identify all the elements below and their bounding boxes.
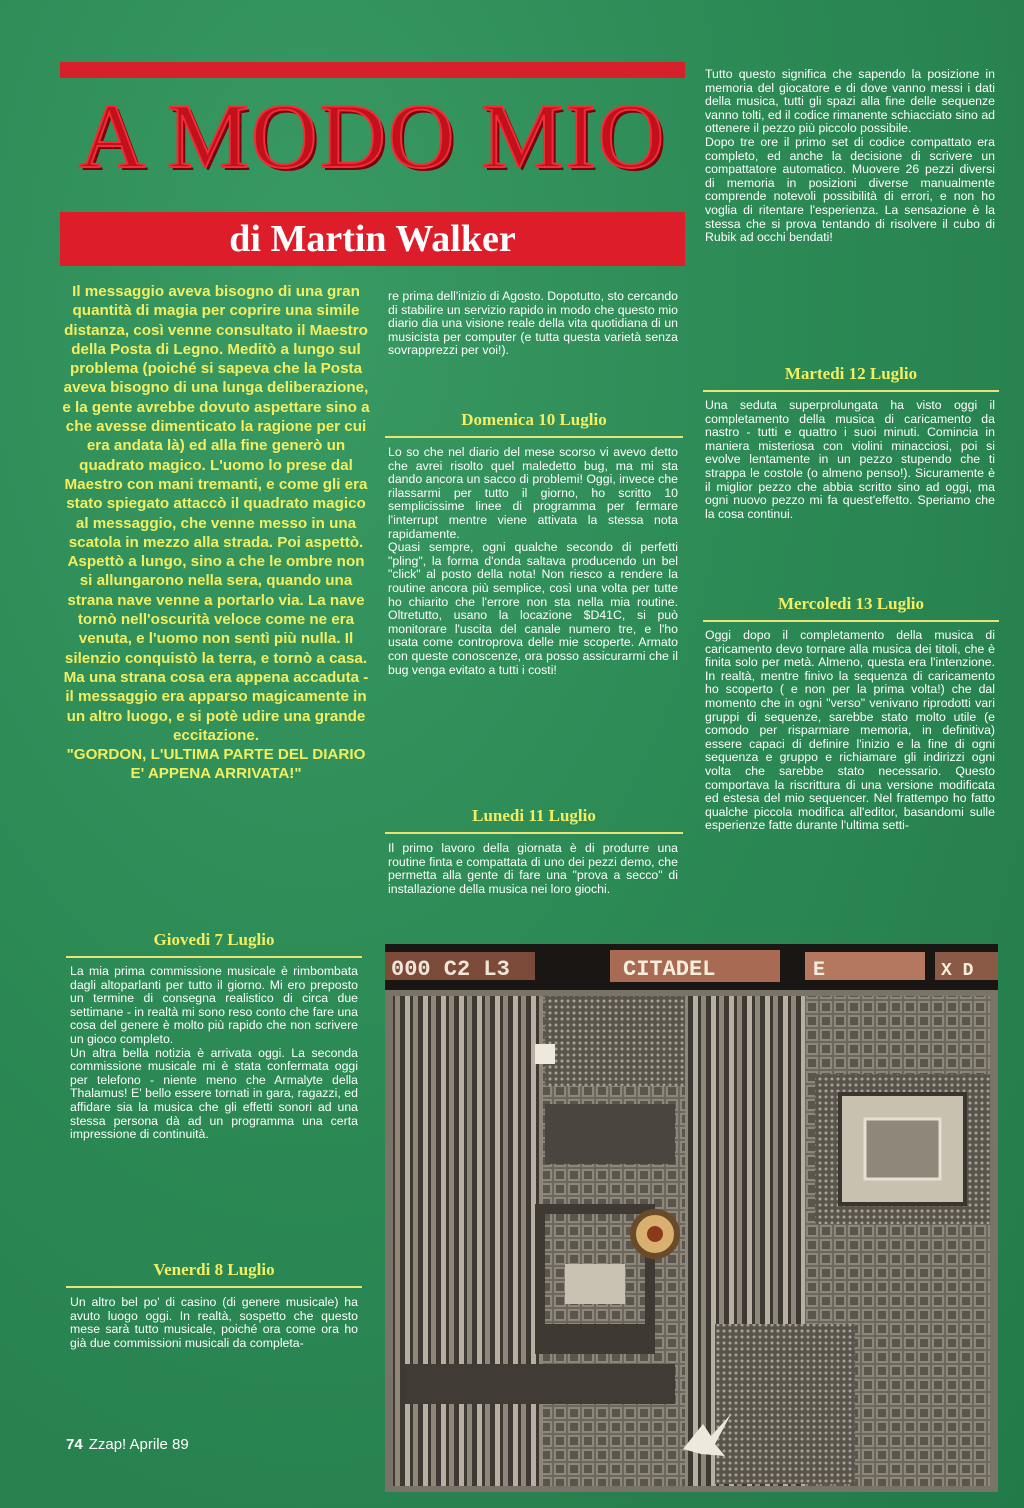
- heading-venerdi: Venerdi 8 Luglio: [153, 1260, 275, 1279]
- rule-domenica: [385, 436, 683, 438]
- giovedi-paragraph-1: La mia prima commissione musicale è rimbombata dagli altoparlanti per tutto il giorno. Mi ero preposto un termine di consegna realistico di circa due settimane - in realtà mi sono reso conto che fare una cosa del genere è molto più rapido che non scrivere un gioco completo.: [70, 964, 358, 1046]
- martedi-paragraph-1: Una seduta superprolungata ha visto oggi il completamento della musica di caricamento da nastro - tutti e quattro i suoi minuti. Comincia in maniera misteriosa con violini minacciosi, poi si evolve lentamente in un pezzo stupendo che ti strappa le costole (o almeno penso!). Sicuramente è il miglior pezzo che abbia scritto sino ad oggi, ma ogni nuovo pezzo mi fa quest'effetto. Speriamo che la cosa continui.: [705, 398, 995, 521]
- heading-martedi: Martedi 12 Luglio: [784, 364, 918, 383]
- hud-score: 000 C2 L3: [391, 957, 510, 982]
- page-footer: [66, 1436, 189, 1453]
- rule-mercoledi: [703, 620, 999, 622]
- hud-title: CITADEL: [623, 957, 716, 982]
- intro-text: [62, 282, 370, 784]
- article-title: A MODO MIO: [78, 85, 667, 187]
- mercoledi-paragraph-1: Oggi dopo il completamento della musica di caricamento devo tornare alla musica dei titoli, che è finita solo per metà. Almeno, questa era l'intenzione. In realtà, mentre finivo la sequenza di caricamento ho scoperto ( e non per la prima volta!) che dal momento che in ogni "verso" venivano riprodotti vari gruppi di sequenze, sarebbe stato molto utile (e comodo per risparmiare memoria, in definitiva) essere capaci di definire l'inizio e la fine di ogni sequenza e gruppo e richiamare gli indirizzi ogni volta che sarebbe stato necessario. Questo comportava la riscrittura di una versione modificata ed estesa del mio sequencer. Nel frattempo ho fatto qualche piccola modifica all'editor, basandomi sulle esperienze fatte durante l'ultima setti-: [705, 628, 995, 833]
- domenica-paragraph-2: Quasi sempre, ogni qualche secondo di perfetti "pling", la forma d'onda saltava producendo un bel "click" al posto della nota! Non riesco a rendere la routine ancora più semplice, così una volta per tutte ho chiarito che l'errore non sta nella mia routine. Oltretutto, usano la locazione $D41C, si può monitorare l'uscita del canale numero tre, e l'ho usata come controprova delle mie scoperte. Armato con queste conoscenze, ora posso assicurarmi che il bug venga evitato a tutti i costi!: [388, 540, 678, 677]
- venerdi-text: [70, 1296, 358, 1350]
- martedi-text: [705, 399, 995, 521]
- issue-label: Zzap! Aprile 89: [88, 1436, 189, 1453]
- col3-top-paragraph-2: Dopo tre ore il primo set di codice compattato era completo, ed anche la decisione di scrivere un compattatore automatico. Muovere 26 pezzi diversi di memoria in posizioni diverse manualmente comprende notevoli possibilità di errori, e non ho voglia di ritentare l'esperienza. La sensazione è la stessa che si prova tentando di risolvere il cubo di Rubik ad occhi bendati!: [705, 134, 995, 245]
- rule-lunedi: [385, 832, 683, 834]
- lunedi-paragraph-1: Il primo lavoro della giornata è di produrre una routine finta e compattata di uno dei pezzi demo, che permetta alla gente di fare una "prova a secco" di installazione della musica nei loro giochi.: [388, 841, 678, 896]
- game-screenshot-art: [385, 944, 998, 1492]
- title-top-bar: [60, 62, 685, 78]
- col2-top-paragraph: re prima dell'inizio di Agosto. Dopotutto, sto cercando di stabilire un servizio rapido in modo che questo mio diario dia una visione reale della vita quotidiana di un musicista per computer (e tutta questa varietà senza sovrapprezzi per voi!).: [388, 289, 678, 358]
- giovedi-paragraph-2: Un altra bella notizia è arrivata oggi. La seconda commissione musicale mi è stata confermata oggi per telefono - niente meno che Armalyte della Thalamus! E' bello essere tornati in gara, ragazzi, ed affidare sia la musica che gli effetti sonori ad una stessa persona dà ad un programma una certa impressione di continuità.: [70, 1045, 358, 1142]
- page-number: 74: [66, 1436, 83, 1453]
- rule-venerdi: [66, 1286, 362, 1288]
- hud-energy: E: [813, 959, 826, 982]
- heading-mercoledi: Mercoledi 13 Luglio: [777, 594, 925, 613]
- heading-giovedi: Giovedi 7 Luglio: [153, 930, 275, 949]
- domenica-text: [388, 446, 678, 677]
- giovedi-text: [70, 965, 358, 1142]
- col2-top-text: [388, 290, 678, 358]
- venerdi-paragraph-1: Un altro bel po' di casino (di genere musicale) ha avuto luogo oggi. In realtà, sospetto che questo mese sarà tutto musicale, poiché ora come ora ho già due commissioni musicali da completa-: [70, 1295, 358, 1350]
- heading-domenica: Domenica 10 Luglio: [461, 410, 607, 429]
- heading-lunedi: Lunedi 11 Luglio: [472, 806, 596, 825]
- domenica-paragraph-1: Lo so che nel diario del mese scorso vi avevo detto che avrei risolto quel maledetto bug, ma mi sta dando ancora un sacco di problemi! Oggi, invece che rilassarmi per tutto il giorno, ho scritto 10 semplicissime linee di programma per fermare l'interrupt mentre viene attivata la stessa nota rapidamente.: [388, 445, 678, 541]
- mercoledi-text: [705, 629, 995, 833]
- rule-martedi: [703, 390, 999, 392]
- intro-caps-line: "GORDON, L'ULTIMA PARTE DEL DIARIO E' APPENA ARRIVATA!": [66, 746, 366, 783]
- col3-top-paragraph-1: Tutto questo significa che sapendo la posizione in memoria del giocatore e di dove vanno messi i dati della musica, tutti gli spazi alla fine delle sequenze vanno tolti, ed il codice rimanente schiacciato sino ad ottenere il pezzo più piccolo possibile.: [705, 67, 995, 136]
- article-byline: di Martin Walker: [60, 212, 685, 266]
- lunedi-text: [388, 842, 678, 896]
- game-screenshot: [385, 944, 998, 1492]
- hud-extra: X D: [941, 961, 974, 981]
- col3-top-text: [705, 68, 995, 245]
- intro-paragraph: Il messaggio aveva bisogno di una gran quantità di magia per coprire una simile distanza, così venne consultato il Maestro della Posta di Legno. Meditò a lungo sul problema (poiché si sapeva che la Posta aveva bisogno di una lunga deliberazione, e la gente avrebbe dovuto aspettare sino a che avesse dimenticato la ragione per cui era andata là) ed alla fine generò un quadrato magico. L'uomo lo prese dal Maestro con mani tremanti, e come gli era stato spiegato attaccò il quadrato magico al messaggio, che venne messo in una scatola in mezzo alla strada. Poi aspettò. Aspettò a lungo, sino a che le ombre non si allungarono nella sera, quando una strana nave venne a portarlo via. La nave tornò nell'oscurità veloce come ne era venuta, e l'uomo non sentì più nulla. Il silenzio conquistò la terra, e tornò a casa. Ma una strana cosa era appena accaduta - il messaggio era apparso magicamente in un altro luogo, e si potè udire una grande eccitazione.: [62, 283, 370, 744]
- rule-giovedi: [66, 956, 362, 958]
